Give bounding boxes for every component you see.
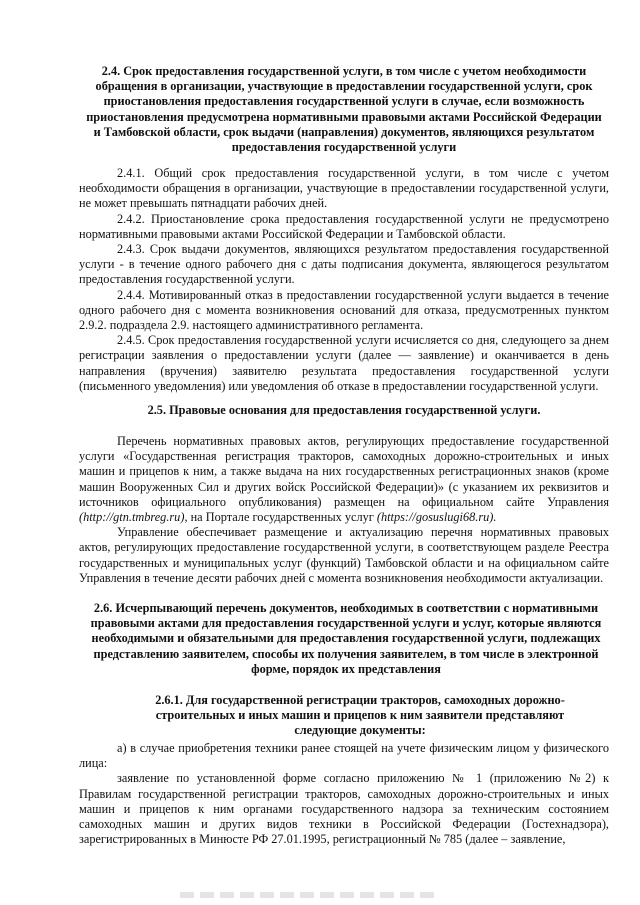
cut-off-text-line (180, 892, 440, 898)
paragraph-2-4-2: 2.4.2. Приостановление срока предоставления государственной услуги не предусмотрено нормативными правовыми актами Российской Федерации и Тамбовской области. (79, 211, 609, 241)
paragraph-2-4-3: 2.4.3. Срок выдачи документов, являющихся результатом предоставления государственной услуги - в течение одного рабочего дня с даты подписания документа, являющегося результатом предоставления государственной услуги. (79, 242, 609, 287)
paragraph-2-5-1-text: Перечень нормативных правовых актов, регулирующих предоставление государственной услуги «Государственная регистрация тракторов, самоходных дорожно-строительных и иных машин и прицепов к ним, а также выдача на них государственных регистрационных знаков (кроме машин Вооруженных Сил и других войск Российской Федерации)» (с указанием их реквизитов и источников официального опубликования) размещен на официальном сайте Управления (79, 434, 609, 509)
paragraph-2-4-4: 2.4.4. Мотивированный отказ в предоставлении государственной услуги выдается в течение одного рабочего дня с момента возникновения оснований для отказа, предусмотренных пунктом 2.9.2. подраздела 2.9. настоящего административного регламента. (79, 287, 609, 333)
paragraph-2-6-application: заявление по установленной форме согласно приложению № 1 (приложению №2) к Правилам государственной регистрации тракторов, самоходных дорожно-строительных и иных машин и прицепов к ним органами государственного надзора за техническим состоянием самоходных машин и других видов техники в Российской Федерации (Гостехнадзора), зарегистрированных в Минюсте РФ 27.01.1995, регистрационный № 785 (далее – заявление, (79, 771, 609, 847)
paragraph-2-4-5: 2.4.5. Срок предоставления государственной услуги исчисляется со дня, следующего за днем регистрации заявления о предоставлении услуги (далее — заявление) и оканчивается в день направления (вручения) заявителю результата предоставления государственной услуги (письменного уведомления) или уведомления об отказе в предоставлении государственной услуги. (79, 333, 609, 393)
paragraph-2-5-2: Управление обеспечивает размещение и актуализацию перечня нормативных правовых актов, регулирующих предоставление государственной услуги, в соответствующем разделе Реестра государственных и муниципальных услуг (функций) Тамбовской области и на официальном сайте Управления в течение десяти рабочих дней с момента возникновения необходимости актуализации. (79, 525, 609, 585)
section-2-6-1-subheading: 2.6.1. Для государственной регистрации тракторов, самоходных дорожно-строительных и иных машин и прицепов к ним заявители представляют следующие документы: (155, 693, 565, 738)
section-2-4-body (79, 166, 609, 394)
section-2-5-heading: 2.5. Правовые основания для предоставления государственной услуги. (147, 403, 541, 417)
website-link[interactable]: (http://gtn.tmbreg.ru) (79, 510, 185, 525)
paragraph-2-6-a: а) в случае приобретения техники ранее стоящей на учете физическим лицом у физического лица: (79, 741, 609, 771)
paragraph-2-5-1-middle: , на Портале государственных услуг (184, 510, 377, 525)
section-2-6-heading: 2.6. Исчерпывающий перечень документов, необходимых в соответствии с нормативными правовыми актами для предоставления государственной услуги и услуг, которые являются необходимыми и обязательными для предоставления государственной услуги, подлежащих представлению заявителем, способы их получения заявителем, в том числе в электронной форме, порядок их представления (90, 601, 602, 676)
portal-link[interactable]: (https://gosuslugi68.ru). (376, 510, 497, 525)
paragraph-2-4-1: 2.4.1. Общий срок предоставления государственной услуги, в том числе с учетом необходимости обращения в организации, участвующие в предоставлении государственной услуги, не может превышать пятнадцати рабочих дней. (79, 166, 609, 211)
section-2-4-heading: 2.4. Срок предоставления государственной услуги, в том числе с учетом необходимости обращения в организации, участвующие в предоставлении государственной услуги, срок приостановления предоставления государственной услуги в случае, если возможность приостановления предусмотрена нормативными правовыми актами Российской Федерации и Тамбовской области, срок выдачи (направления) документов, являющихся результатом предоставления государственной услуги (86, 64, 602, 155)
section-2-5-body (79, 434, 609, 586)
section-2-6-body (79, 741, 609, 847)
paragraph-2-5-1 (79, 434, 609, 525)
